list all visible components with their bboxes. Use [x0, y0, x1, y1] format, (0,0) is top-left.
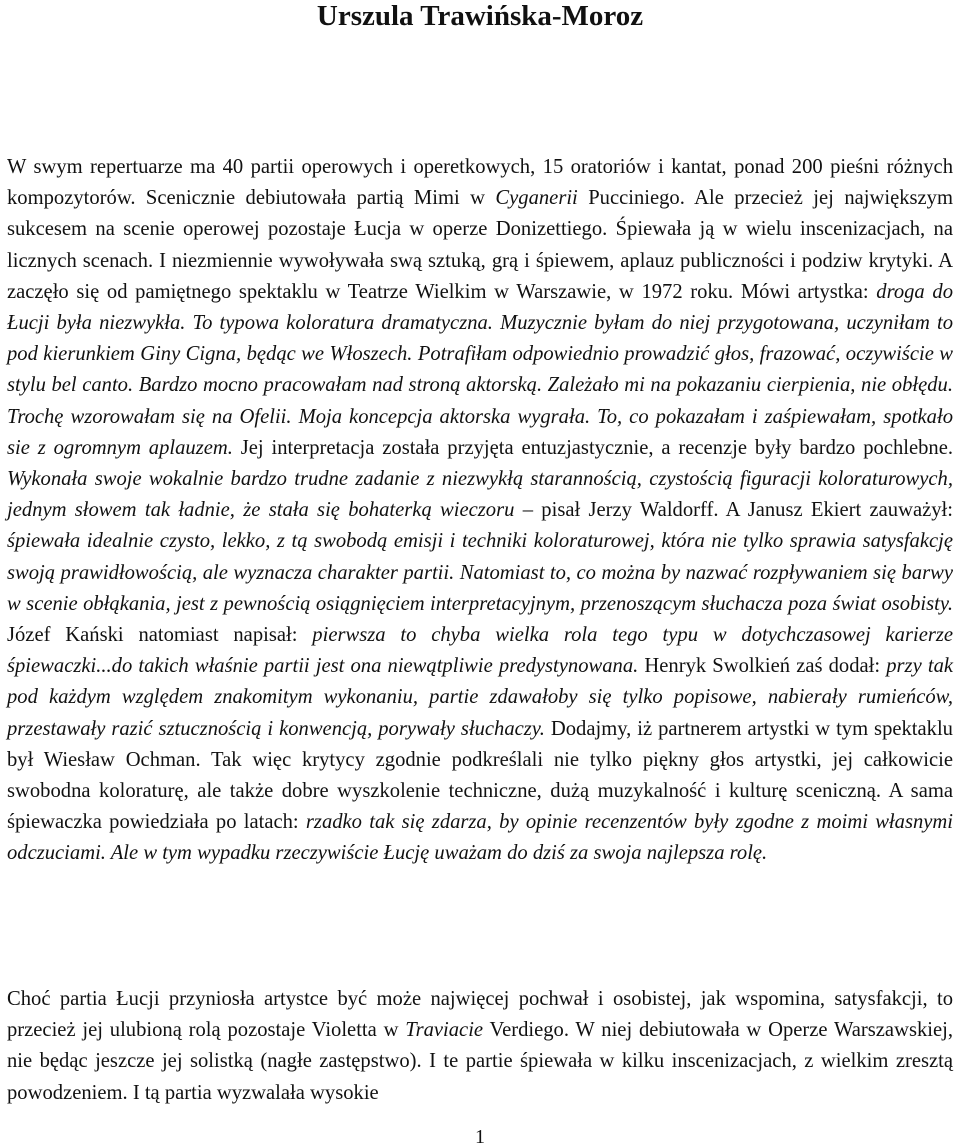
text-run-italic: Traviacie	[405, 1019, 484, 1042]
text-run-italic: przy tak pod każdym względem znakomitym wykonaniu, partie zdawałoby się tylko popisowe, nabierały rumieńców, przestawały razić sztucznością i konwencją, porywały słuchaczy.	[7, 655, 954, 740]
text-run: Jej interpretacja została przyjęta entuzjastycznie, a recenzje były bardzo pochlebne.	[232, 436, 953, 459]
text-run-italic: rzadko tak się zdarza, by opinie recenzentów były zgodne z moimi własnymi odczuciami. Ale w tym wypadku rzeczywiście Łucję uważam do dziś za swoja najlepsza rolę.	[7, 811, 953, 865]
body-paragraph-1	[7, 152, 953, 870]
text-run: Verdiego. W niej debiutowała w Operze Warszawskiej, nie będąc jeszcze jej solistką (nagłe zastępstwo). I te partie śpiewała w kilku inscenizacjach, z wielkim zresztą powodzeniem. I tą partia wyzwalała wysokie	[7, 1019, 953, 1104]
document-title: Urszula Trawińska-Moroz	[316, 0, 644, 32]
text-run-italic: pierwsza to chyba wielka rola tego typu w dotychczasowej karierze śpiewaczki...do takich właśnie partii jest ona niewątpliwie predystynowana.	[7, 624, 954, 678]
text-run: W swym repertuarze ma 40 partii operowych i operetkowych, 15 oratoriów i kantat, ponad 200 pieśni różnych kompozytorów. Scenicznie debiutowała partią Mimi w	[7, 156, 953, 210]
text-run: Dodajmy, iż partnerem artystki w tym spektaklu był Wiesław Ochman. Tak więc krytycy zgodnie podkreślali nie tylko piękny głos artystki, jej całkowicie swobodna koloraturę, ale także dobre wyszkolenie techniczne, dużą muzykalność i kulturę sceniczną. A sama śpiewaczka powiedziała po latach:	[7, 717, 953, 834]
text-run-italic: droga do Łucji była niezwykła. To typowa koloratura dramatyczna. Muzycznie byłam do niej przygotowana, uczyniłam to pod kierunkiem Giny Cigna, będąc we Włoszech. Potrafiłam odpowiednio prowadzić głos, frazować, oczywiście w stylu bel canto. Bardzo mocno pracowałam nad stroną aktorską. Zależało mi na pokazaniu cierpienia, nie obłędu. Trochę wzorowałam się na Ofelii. Moja koncepcja aktorska wygrała. To, co pokazałam i zaśpiewałam, spotkało sie z ogromnym aplauzem.	[7, 280, 953, 459]
text-run: Henryk Swolkień zaś dodał:	[638, 655, 887, 678]
text-run-italic: Wykonała swoje wokalnie bardzo trudne zadanie z niezwykłą starannością, czystością figuracji koloraturowych, jednym słowem tak ładnie, że stała się bohaterką wieczoru	[7, 468, 953, 522]
text-run: – pisał Jerzy Waldorff. A Janusz Ekiert zauważył:	[514, 499, 953, 522]
body-paragraph-2	[7, 984, 953, 1109]
text-run-italic: Cyganerii	[495, 187, 578, 210]
page-number: 1	[475, 1126, 485, 1148]
text-run-italic: śpiewała idealnie czysto, lekko, z tą swobodą emisji i techniki koloraturowej, która nie tylko sprawia satysfakcję swoją prawidłowością, ale wyznacza charakter partii. Natomiast to, co można by nazwać rozpływaniem się barwy w scenie obłąkania, jest z pewnością osiągnięciem interpretacyjnym, przenoszącym słuchacza poza świat osobisty.	[7, 530, 953, 615]
text-run: Choć partia Łucji przyniosła artystce być może najwięcej pochwał i osobistej, jak wspomina, satysfakcji, to przecież jej ulubioną rolą pozostaje Violetta w	[7, 988, 953, 1042]
text-run: Pucciniego. Ale przecież jej największym sukcesem na scenie operowej pozostaje Łucja w operze Donizettiego. Śpiewała ją w wielu inscenizacjach, na licznych scenach. I niezmiennie wywoływała swą sztuką, grą i śpiewem, aplauz publiczności i podziw krytyki. A zaczęło się od pamiętnego spektaklu w Teatrze Wielkim w Warszawie, w 1972 roku. Mówi artystka:	[7, 187, 953, 303]
text-run: Józef Kański natomiast napisał:	[7, 624, 313, 647]
